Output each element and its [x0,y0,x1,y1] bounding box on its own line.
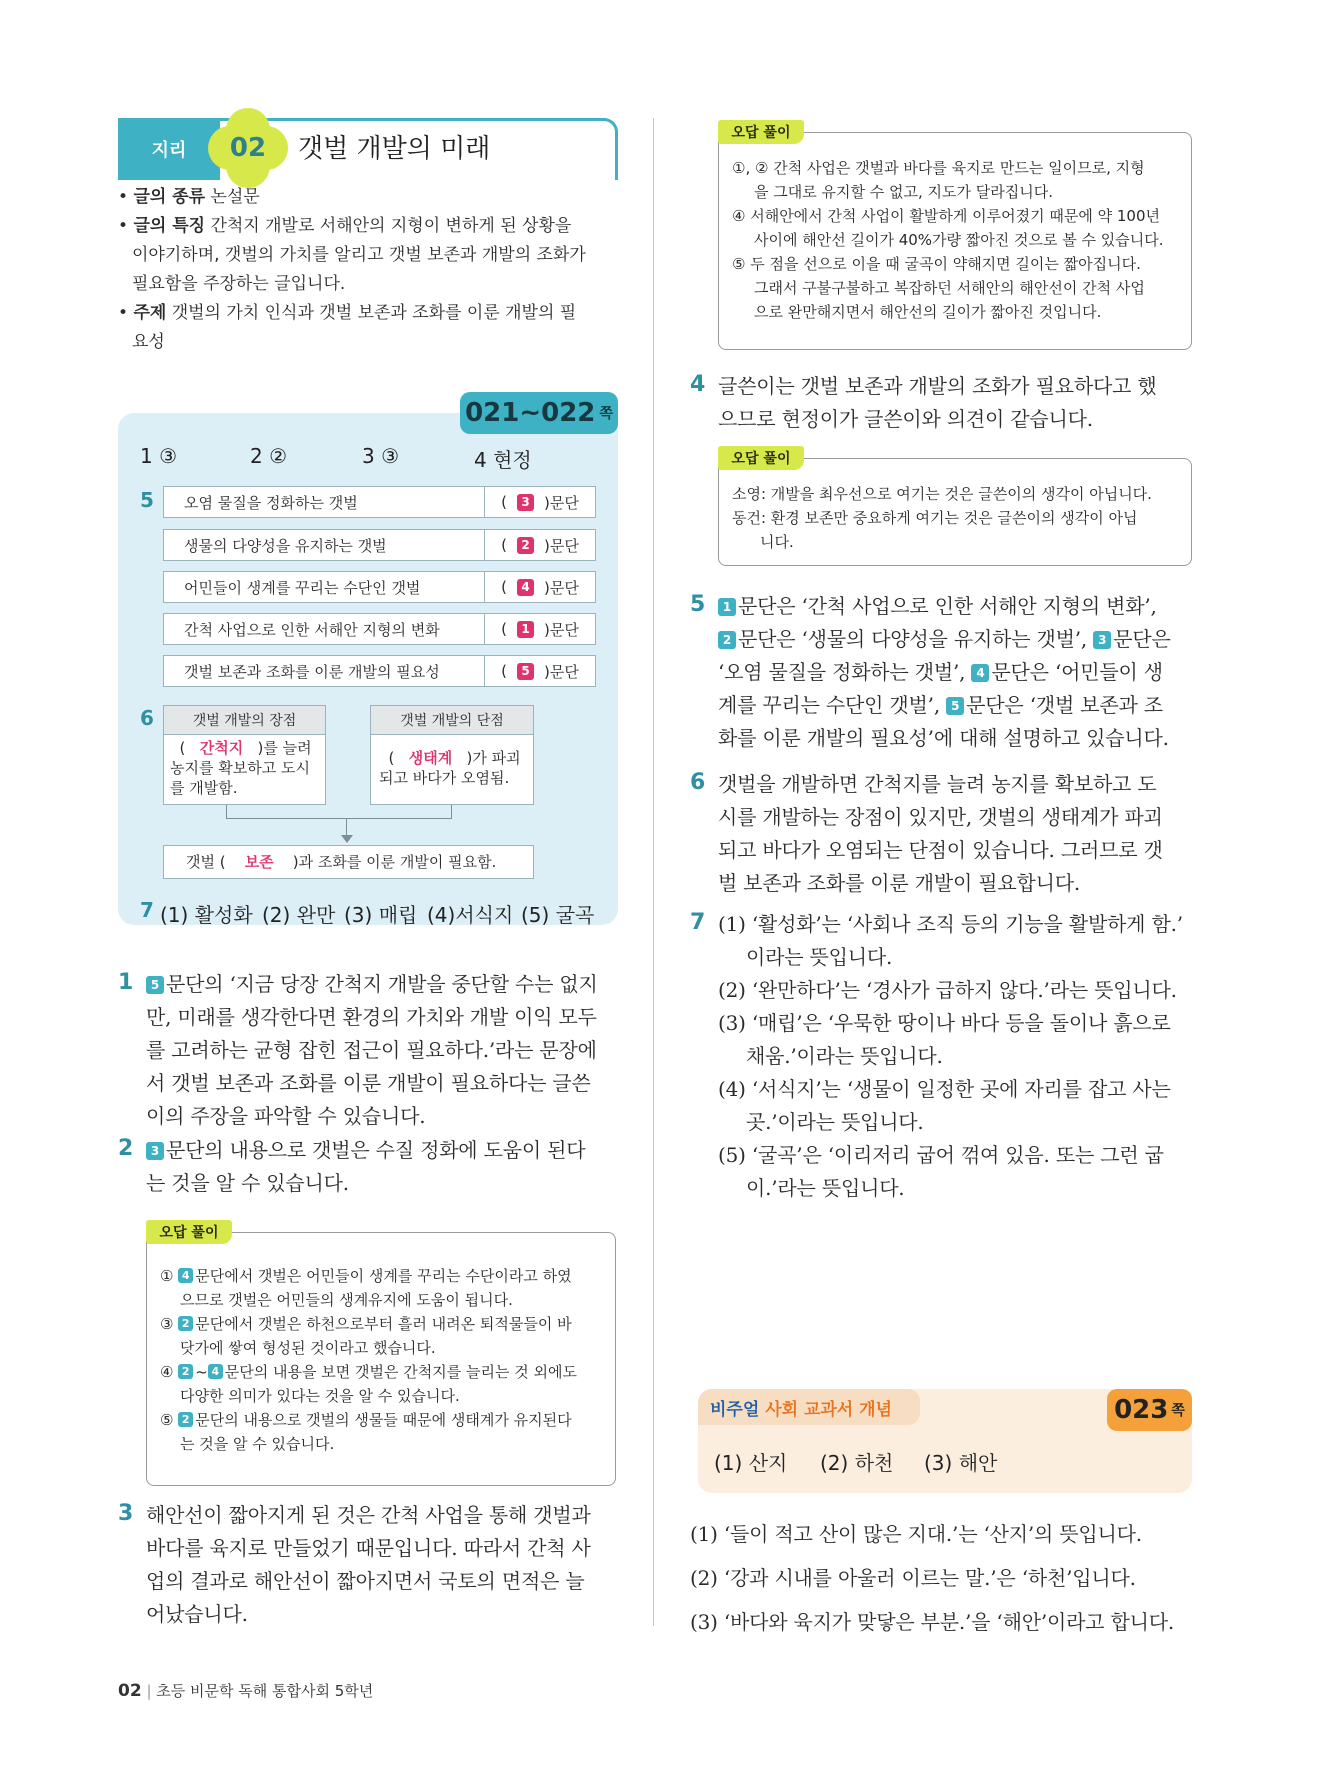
explanation-7: (1) ‘활성화’는 ‘사회나 조직 등의 기능을 활발하게 함.’ 이라는 뜻입니다. (2) ‘완만하다’는 ‘경사가 급하지 않다.’라는 뜻입니다. (3) ‘매립’은 ‘우묵한 땅이나 바다 등을 돌이나 흙으로 채움.’이라는 뜻입니다. (4) ‘서식지’는 ‘생물이 일정한 곳에 자리를 잡고 사는 곳.’이라는 뜻입니다. (5) ‘굴곡’은 ‘이리저리 굽어 꺾여 있음. 또는 그런 굽 이.’라는 뜻입니다. [718,912,1183,1200]
disadvantage-header: 갯벌 개발의 단점 [370,705,534,735]
wrong-answer-list-left: ① 4 문단에서 갯벌은 어민들이 생계를 꾸리는 수단이라고 하였 으므로 갯벌은 어민들의 생계유지에 도움이 됩니다. ③ 2 문단에서 갯벌은 하천으로부터 흘러 내려온 퇴적물들이 바 닷가에 쌓여 형성된 것이라고 했습니다. ④ 2 ~ 4 문단의 내용을 보면 갯벌은 간척지를 늘리는 것 외에도 다양한 의미가 있다는 것을 알 수 있습니다. ⑤ 2 문단의 내용으로 갯벌의 생물들 때문에 생태계가 유지된다 는 것을 알 수 있습니다. [160,1267,577,1453]
explanation-1: 5 문단의 ‘지금 당장 간척지 개발을 중단할 수는 없지 만, 미래를 생각한다면 환경의 가치와 개발 이익 모두 를 고려하는 균형 잡힌 접근이 필요하다.’라는 문장에 서 갯벌 보존과 조화를 이룬 개발이 필요하다는 글쓴 이의 주장을 파악할 수 있습니다. [146,972,598,1128]
category-label: 지리 [151,140,187,161]
wrong-answer-list-right: ①, ② 간척 사업은 갯벌과 바다를 육지로 만드는 일이므로, 지형 을 그대로 유지할 수 없고, 지도가 달라집니다. ④ 서해안에서 간척 사업이 활발하게 이루어졌기 때문에 약 100년 사이에 해안선 길이가 40%가량 짧아진 것으로 볼 수 있습니다. ⑤ 두 점을 선으로 이을 때 굴곡이 약해지면 길이는 짧아집니다. 그래서 구불구불하고 복잡하던 서해안의 해안선이 간척 사업 으로 완만해지면서 해안선의 길이가 짧아진 것입니다. [732,159,1164,321]
q7-item: (3) 매립 [344,903,418,927]
advantage-box: ( 간척지 )를 늘려 농지를 확보하고 도시 를 개발함. [163,735,326,805]
explanation-2-number: 2 [118,1136,134,1161]
answer-q1: 1 ③ [140,444,178,468]
q5-row: 어민들이 생계를 꾸리는 수단인 갯벌 ( 4 )문단 [163,571,596,603]
feature-line-2: 이야기하며, 갯벌의 가치를 알리고 갯벌 보존과 개발의 조화가 [132,245,586,265]
visual-page-badge: 023 쪽 [1107,1389,1192,1431]
wrong-answer-list-right-2: 소영: 개발을 최우선으로 여기는 것은 글쓴이의 생각이 아닙니다. 동건: 환경 보존만 중요하게 여기는 것은 글쓴이의 생각이 아닙 니다. [732,485,1152,551]
q5-row: 간척 사업으로 인한 서해안 지형의 변화 ( 1 )문단 [163,613,596,645]
q5-row: 생물의 다양성을 유지하는 갯벌 ( 2 )문단 [163,529,596,561]
q6-number: 6 [140,706,154,730]
explanation-6-number: 6 [690,770,706,795]
answer-q2: 2 ② [250,444,288,468]
wrong-answer-tag: 오답 풀이 [146,1220,232,1244]
wrong-answer-tag: 오답 풀이 [718,446,804,470]
explanation-7-number: 7 [690,910,706,935]
answer-q3: 3 ③ [362,444,400,468]
visual-explanations: (1) ‘들이 적고 산이 많은 지대.’는 ‘산지’의 뜻입니다. (2) ‘강과 시내를 아울러 이르는 말.’은 ‘하천’입니다. (3) ‘바다와 육지가 맞닿은 부분.’을 ‘해안’이라고 합니다. [690,1522,1175,1634]
page-footer: 02 | 초등 비문학 독해 통합사회 5학년 [118,1681,374,1701]
feature-line-3: 필요함을 주장하는 글입니다. [132,274,346,294]
explanation-2: 3 문단의 내용으로 갯벌은 수질 정화에 도움이 된다 는 것을 알 수 있습니다. [146,1138,586,1195]
q7-item: (5) 굴곡 [521,903,595,927]
arrow-down-icon [341,835,353,843]
explanation-4-number: 4 [690,372,706,397]
q7-number: 7 [140,898,154,922]
explanation-1-number: 1 [118,970,134,995]
explanation-3: 해안선이 짧아지게 된 것은 간척 사업을 통해 갯벌과 바다를 육지로 만들었기 때문입니다. 따라서 간척 사 업의 결과로 해안선이 짧아지면서 국토의 면적은 늘 어났습니다. [146,1503,591,1626]
genre-line: • 글의 종류 논설문 [118,187,260,207]
lesson-number: 02 [229,133,267,163]
advantage-header: 갯벌 개발의 장점 [163,705,326,735]
q7-item: (4)서식지 [427,903,514,927]
visual-concept-tab: 비주얼 사회 교과서 개념 [698,1389,920,1425]
visual-answer: (2) 하천 [820,1451,894,1475]
q5-row: 오염 물질을 정화하는 갯벌 ( 3 )문단 [163,486,596,518]
category-tab [118,118,220,180]
q7-item: (2) 완만 [262,903,336,927]
explanation-3-number: 3 [118,1501,134,1526]
explanation-6: 갯벌을 개발하면 간척지를 늘려 농지를 확보하고 도 시를 개발하는 장점이 있지만, 갯벌의 생태계가 파괴 되고 바다가 오염되는 단점이 있습니다. 그러므로 갯 벌 보존과 조화를 이룬 개발이 필요합니다. [718,772,1163,895]
disadvantage-box: ( 생태계 )가 파괴 되고 바다가 오염됨. [370,735,534,805]
theme-line-2: 요성 [132,332,165,352]
visual-answer: (3) 해안 [924,1451,998,1475]
wrong-answer-tag: 오답 풀이 [718,120,804,144]
feature-line: • 글의 특징 간척지 개발로 서해안의 지형이 변하게 된 상황을 [118,216,572,236]
theme-line: • 주제 갯벌의 가치 인식과 갯벌 보존과 조화를 이룬 개발의 필 [118,303,577,323]
answer-q4: 4 현정 [474,448,532,472]
q5-number: 5 [140,488,154,512]
explanation-5: 1 문단은 ‘간척 사업으로 인한 서해안 지형의 변화’, 2 문단은 ‘생물의 다양성을 유지하는 갯벌’, 3 문단은 ‘오염 물질을 정화하는 갯벌’, 4 문단은 ‘어민들이 생 계를 꾸리는 수단인 갯벌’, 5 문단은 ‘갯벌 보존과 조 화를 이룬 개발의 필요성’에 대해 설명하고 있습니다. [718,594,1171,750]
answer-page-badge: 021~022 쪽 [460,392,618,434]
q5-row: 갯벌 보존과 조화를 이룬 개발의 필요성 ( 5 )문단 [163,655,596,687]
lesson-number-badge [208,108,288,188]
page-title: 갯벌 개발의 미래 [298,134,491,164]
connector-line [226,805,452,819]
q7-item: (1) 활성화 [160,903,253,927]
explanation-5-number: 5 [690,592,706,617]
explanation-4: 글쓴이는 갯벌 보존과 개발의 조화가 필요하다고 했 으므로 현정이가 글쓴이와 의견이 같습니다. [718,374,1157,431]
visual-answer: (1) 산지 [714,1451,788,1475]
conclusion-box: 갯벌 ( 보존 )과 조화를 이룬 개발이 필요함. [163,845,534,879]
column-divider [653,118,654,1626]
